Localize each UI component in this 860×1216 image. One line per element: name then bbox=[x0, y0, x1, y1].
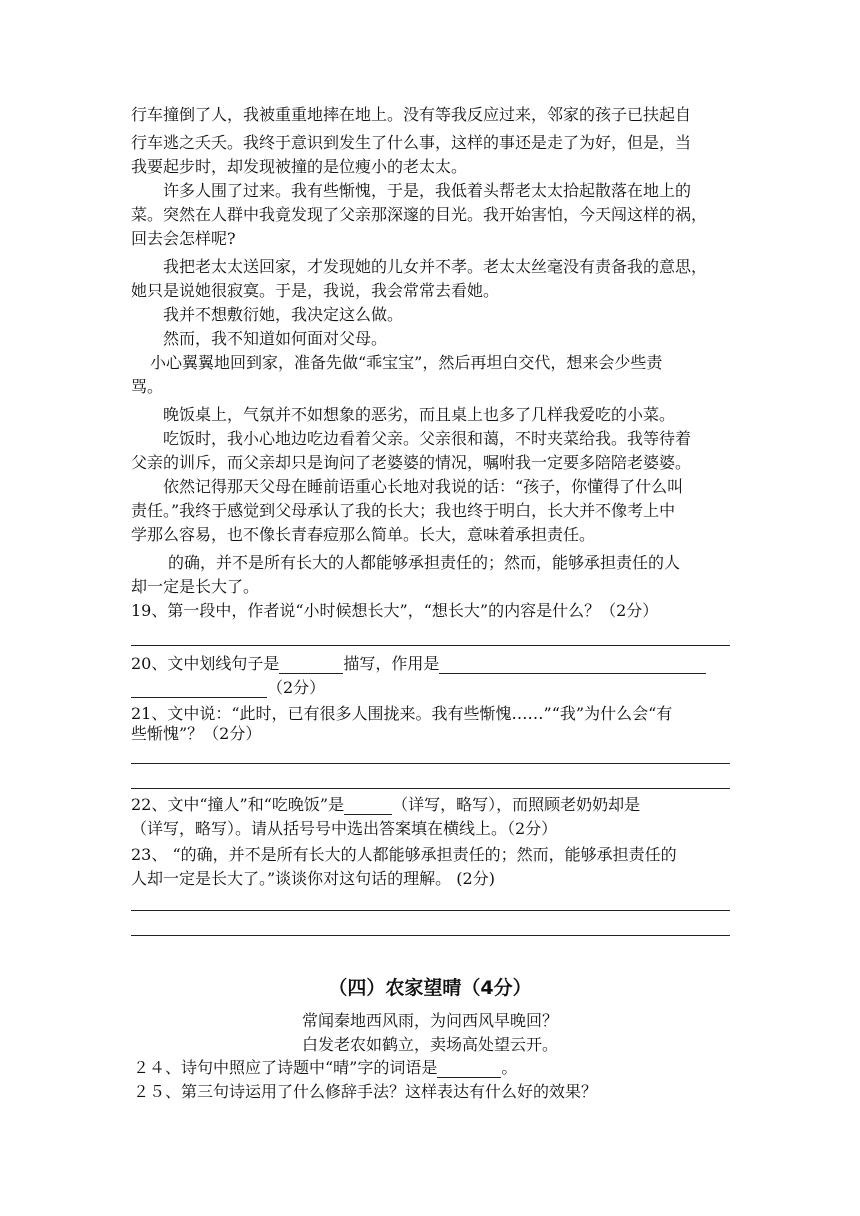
question-22-cont: （详写，略写）。请从括号号中选出答案填在横线上。（2分） bbox=[131, 819, 558, 838]
answer-blank-20c[interactable] bbox=[131, 682, 267, 698]
question-23: 23、 “的确，并不是所有长大的人都能够承担责任的；然而，能够承担责任的 bbox=[131, 845, 677, 864]
passage-line: 父亲的训斥，而父亲却只是询问了老婆婆的情况，嘱咐我一定要多陪陪老婆婆。 bbox=[131, 453, 692, 472]
passage-line: 吃饭时，我小心地边吃边看着父亲。父亲很和蔼，不时夹菜给我。我等待着 bbox=[163, 429, 692, 448]
passage-line: 却一定是长大了。 bbox=[131, 577, 260, 596]
question-22 bbox=[131, 795, 731, 815]
question-19: 19、第一段中，作者说“小时候想长大”，“想长大”的内容是什么？（2分） bbox=[131, 601, 659, 620]
answer-blank-24[interactable] bbox=[437, 1062, 501, 1078]
passage-line: 行车撞倒了人，我被重重地摔在地上。没有等我反应过来，邻家的孩子已扶起自 bbox=[131, 105, 692, 124]
answer-blank-20b[interactable] bbox=[439, 658, 706, 674]
passage-line: 许多人围了过来。我有些惭愧，于是，我低着头帮老太太拾起散落在地上的 bbox=[163, 181, 692, 200]
passage-line: 我要起步时，却发现被撞的是位瘦小的老太太。 bbox=[131, 157, 468, 176]
answer-line-21a[interactable] bbox=[131, 763, 730, 764]
passage-line: 然而，我不知道如何面对父母。 bbox=[163, 329, 388, 348]
answer-line-19[interactable] bbox=[131, 645, 730, 646]
answer-line-21b[interactable] bbox=[131, 788, 730, 789]
answer-line-23a[interactable] bbox=[131, 910, 730, 911]
answer-blank-22a[interactable] bbox=[344, 799, 392, 815]
question-20 bbox=[131, 654, 731, 674]
passage-line: 回去会怎样呢? bbox=[131, 229, 236, 248]
answer-blank-20a[interactable] bbox=[279, 658, 343, 674]
answer-line-23b[interactable] bbox=[131, 935, 730, 936]
passage-line: 我把老太太送回家，才发现她的儿女并不孝。老太太丝毫没有责备我的意思， bbox=[163, 257, 708, 276]
question-22-text: 22、文中“撞人”和“吃晚饭”是 bbox=[131, 795, 345, 814]
question-22-text-b: （详写，略写），而照顾老奶奶却是 bbox=[392, 795, 641, 814]
passage-line: 学那么容易，也不像长青春痘那么简单。长大，意味着承担责任。 bbox=[131, 525, 596, 544]
section-title: （四）农家望晴（4分） bbox=[328, 977, 532, 999]
passage-line: 的确，并不是所有长大的人都能够承担责任的；然而，能够承担责任的人 bbox=[168, 553, 681, 572]
passage-line: 晚饭桌上，气氛并不如想象的恶劣，而且桌上也多了几样我爱吃的小菜。 bbox=[163, 405, 676, 424]
poem-line: 常闻秦地西风雨，为问西风早晚回？ bbox=[301, 1011, 558, 1030]
passage-line: 责任。”我终于感觉到父母承认了我的长大；我也终于明白，长大并不像考上中 bbox=[131, 501, 676, 520]
passage-line: 小心翼翼地回到家，准备先做“乖宝宝”，然后再坦白交代，想来会少些责 bbox=[150, 353, 663, 372]
question-20-cont bbox=[131, 678, 731, 698]
passage-line: 我并不想敷衍她，我决定这么做。 bbox=[163, 305, 404, 324]
question-20-text: 20、文中划线句子是 bbox=[131, 654, 280, 673]
question-24 bbox=[133, 1058, 733, 1078]
question-25: ２５、第三句诗运用了什么修辞手法？这样表达有什么好的效果？ bbox=[133, 1082, 598, 1101]
question-21: 21、文中说：“此时，已有很多人围拢来。我有些惭愧……”“我”为什么会“有 bbox=[131, 704, 673, 723]
question-20-text-b: 描写，作用是 bbox=[343, 654, 440, 673]
passage-line: 骂。 bbox=[131, 377, 164, 396]
passage-line: 菜。突然在人群中我竟发现了父亲那深邃的目光。我开始害怕，今天闯这样的祸， bbox=[131, 205, 708, 224]
question-24-text: ２４、诗句中照应了诗题中“晴”字的词语是 bbox=[133, 1058, 438, 1077]
question-24-end: 。 bbox=[501, 1058, 518, 1077]
poem-line: 白发老农如鹤立，卖场高处望云开。 bbox=[301, 1035, 558, 1054]
passage-line: 依然记得那天父母在睡前语重心长地对我说的话：“孩子，你懂得了什么叫 bbox=[163, 477, 684, 496]
passage-line: 行车逃之夭夭。我终于意识到发生了什么事，这样的事还是走了为好，但是，当 bbox=[131, 133, 692, 152]
passage-line: 她只是说她很寂寞。于是，我说，我会常常去看她。 bbox=[131, 281, 500, 300]
question-20-score: （2分） bbox=[267, 678, 326, 697]
question-21-cont: 些惭愧”？（2分） bbox=[131, 724, 262, 743]
question-23-cont: 人却一定是长大了。”谈谈你对这句话的理解。 (2分) bbox=[131, 869, 495, 888]
